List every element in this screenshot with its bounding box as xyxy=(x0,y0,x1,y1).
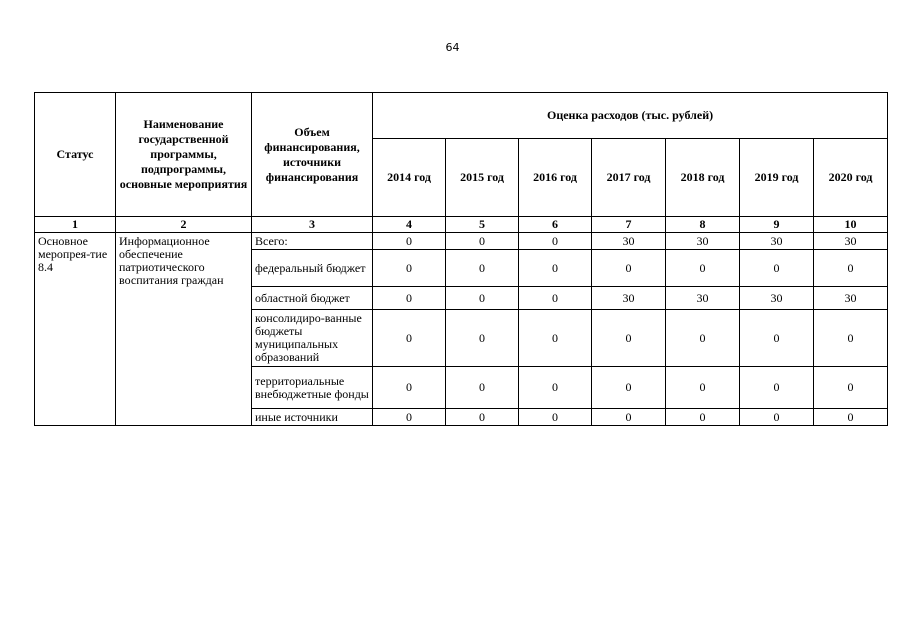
value-cell: 0 xyxy=(814,409,888,426)
header-status: Статус xyxy=(35,93,116,217)
table-row xyxy=(35,233,888,250)
value-cell: 0 xyxy=(666,367,740,409)
funding-source: консолидиро-ванные бюджеты муниципальных образований xyxy=(252,310,373,367)
value-cell: 0 xyxy=(740,310,814,367)
value-cell: 0 xyxy=(373,409,446,426)
funding-source: территориальные внебюджетные фонды xyxy=(252,367,373,409)
value-cell: 0 xyxy=(373,310,446,367)
header-year: 2015 год xyxy=(446,139,519,217)
column-number: 8 xyxy=(666,217,740,233)
event-status: Основное меропрея-тие 8.4 xyxy=(35,233,116,426)
value-cell: 0 xyxy=(666,409,740,426)
column-number: 3 xyxy=(252,217,373,233)
value-cell: 30 xyxy=(814,233,888,250)
column-number: 2 xyxy=(116,217,252,233)
value-cell: 0 xyxy=(519,233,592,250)
value-cell: 0 xyxy=(519,367,592,409)
value-cell: 0 xyxy=(814,367,888,409)
header-financing: Объем финансирования, источники финансирования xyxy=(252,93,373,217)
header-year: 2020 год xyxy=(814,139,888,217)
value-cell: 30 xyxy=(592,233,666,250)
value-cell: 0 xyxy=(666,310,740,367)
value-cell: 30 xyxy=(740,287,814,310)
value-cell: 0 xyxy=(446,409,519,426)
column-number: 9 xyxy=(740,217,814,233)
value-cell: 0 xyxy=(373,250,446,287)
page-number: 64 xyxy=(445,41,460,54)
value-cell: 0 xyxy=(519,310,592,367)
column-number: 1 xyxy=(35,217,116,233)
header-year: 2019 год xyxy=(740,139,814,217)
funding-source: Всего: xyxy=(252,233,373,250)
value-cell: 0 xyxy=(814,310,888,367)
value-cell: 0 xyxy=(373,233,446,250)
value-cell: 0 xyxy=(666,250,740,287)
value-cell: 0 xyxy=(446,250,519,287)
column-number: 6 xyxy=(519,217,592,233)
funding-source: федеральный бюджет xyxy=(252,250,373,287)
value-cell: 0 xyxy=(446,367,519,409)
value-cell: 0 xyxy=(373,367,446,409)
header-year: 2017 год xyxy=(592,139,666,217)
value-cell: 30 xyxy=(740,233,814,250)
value-cell: 0 xyxy=(592,367,666,409)
value-cell: 30 xyxy=(592,287,666,310)
funding-source: областной бюджет xyxy=(252,287,373,310)
value-cell: 30 xyxy=(666,287,740,310)
header-year: 2018 год xyxy=(666,139,740,217)
value-cell: 0 xyxy=(373,287,446,310)
event-name: Информационное обеспечение патриотического воспитания граждан xyxy=(116,233,252,426)
value-cell: 0 xyxy=(592,409,666,426)
value-cell: 30 xyxy=(666,233,740,250)
value-cell: 0 xyxy=(592,250,666,287)
value-cell: 0 xyxy=(740,250,814,287)
expenses-table xyxy=(34,92,888,426)
header-expense-estimate: Оценка расходов (тыс. рублей) xyxy=(373,93,888,139)
value-cell: 0 xyxy=(740,409,814,426)
value-cell: 0 xyxy=(519,409,592,426)
value-cell: 0 xyxy=(446,310,519,367)
header-year: 2014 год xyxy=(373,139,446,217)
value-cell: 0 xyxy=(592,310,666,367)
funding-source: иные источники xyxy=(252,409,373,426)
column-number: 7 xyxy=(592,217,666,233)
column-number: 10 xyxy=(814,217,888,233)
column-number: 5 xyxy=(446,217,519,233)
column-number: 4 xyxy=(373,217,446,233)
value-cell: 0 xyxy=(446,233,519,250)
value-cell: 0 xyxy=(740,367,814,409)
value-cell: 0 xyxy=(519,250,592,287)
header-year: 2016 год xyxy=(519,139,592,217)
column-number-row xyxy=(35,217,888,233)
value-cell: 30 xyxy=(814,287,888,310)
header-program-name: Наименование государственной программы, подпрограммы, основные мероприятия xyxy=(116,93,252,217)
value-cell: 0 xyxy=(519,287,592,310)
value-cell: 0 xyxy=(814,250,888,287)
value-cell: 0 xyxy=(446,287,519,310)
